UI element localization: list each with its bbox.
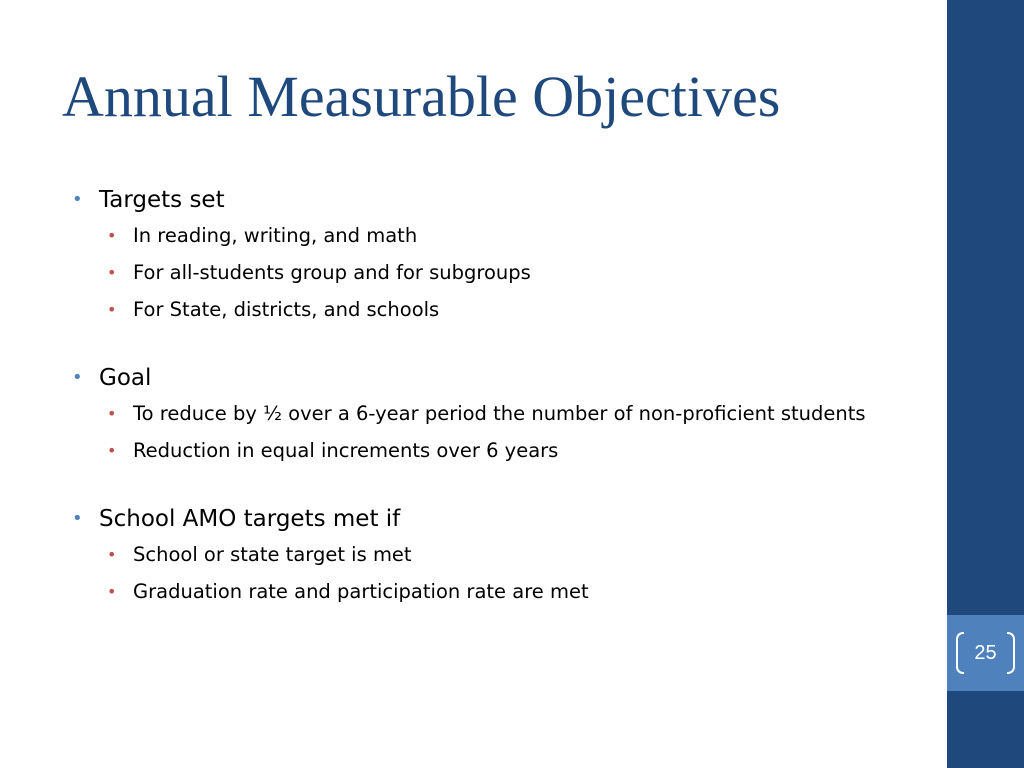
bullet-dot-icon: • [72,508,83,529]
bullet-dot-icon: • [72,189,83,210]
bullet-group-targets [72,183,922,325]
sub-bullet-dot-icon: • [107,404,117,423]
bullet-item [72,183,922,217]
sub-bullet-dot-icon: • [107,226,117,245]
sub-bullet-item [107,576,922,607]
sub-bullet-text: To reduce by ½ over a 6-year period the number of non-proficient students [133,402,866,425]
bullet-text: School AMO targets met if [99,506,401,532]
sub-bullet-dot-icon: • [107,441,117,460]
sub-bullet-text: Graduation rate and participation rate are met [133,580,589,603]
sub-bullet-item [107,435,922,466]
sub-bullet-item [107,257,922,288]
sub-bullet-dot-icon: • [107,582,117,601]
sub-bullet-dot-icon: • [107,263,117,282]
slide-title: Annual Measurable Objectives [62,64,781,129]
bullet-text: Targets set [99,187,225,213]
sub-bullet-text: For State, districts, and schools [133,298,440,321]
sub-bullet-dot-icon: • [107,300,117,319]
bullet-group-amo-met [72,502,922,607]
bullet-item [72,502,922,536]
sub-bullet-item [107,539,922,570]
sub-bullet-item [107,398,922,429]
bullet-dot-icon: • [72,367,83,388]
bullet-list [72,183,922,643]
page-number: 25 [974,642,997,664]
bullet-item [72,361,922,395]
page-number-tab [947,615,1024,691]
sub-bullet-text: For all-students group and for subgroups [133,261,531,284]
sub-bullet-item [107,294,922,325]
right-bracket-decoration [1007,632,1015,674]
sub-bullet-text: Reduction in equal increments over 6 years [133,439,559,462]
bullet-text: Goal [99,365,152,391]
bullet-group-goal [72,361,922,466]
sub-bullet-text: School or state target is met [133,543,412,566]
sub-bullet-dot-icon: • [107,545,117,564]
sub-bullet-item [107,220,922,251]
sub-bullet-text: In reading, writing, and math [133,224,418,247]
